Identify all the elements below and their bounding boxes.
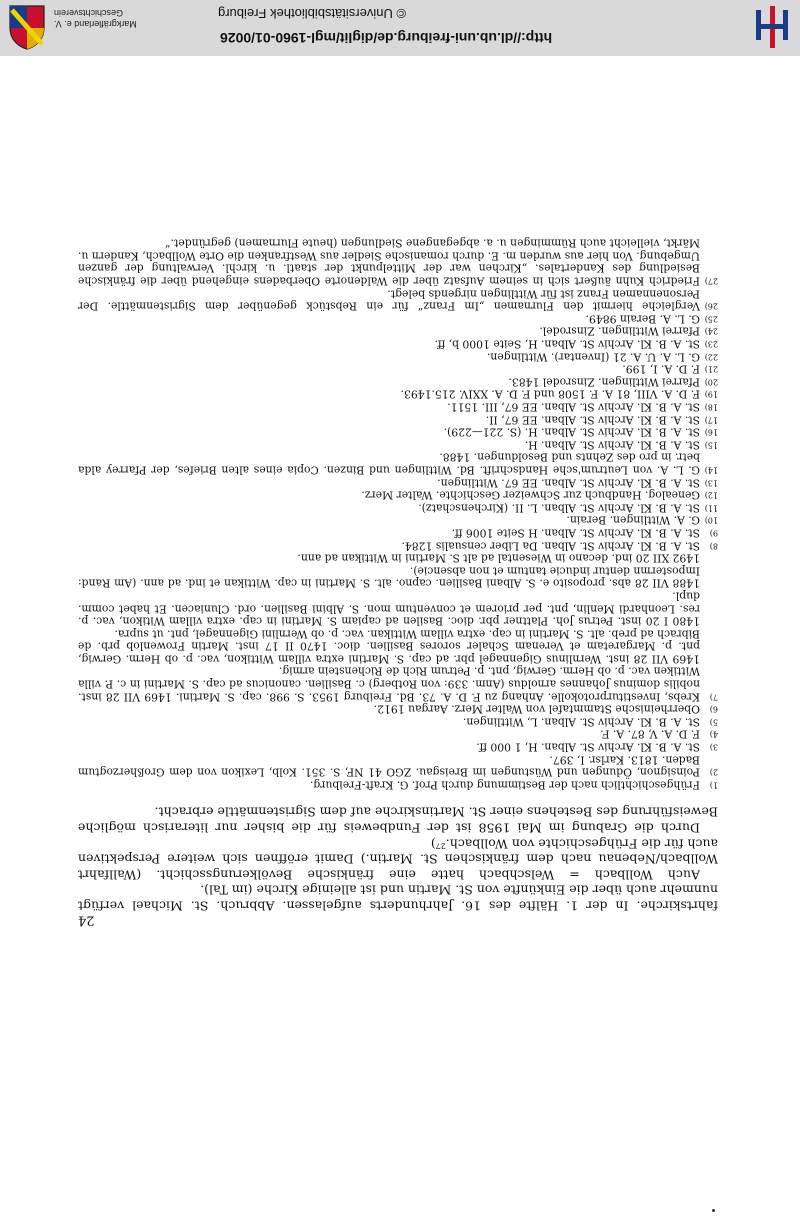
- footnote: [78, 563, 718, 588]
- footnote-text: Pfarrei Wittlingen. Zinsrodel.: [539, 324, 700, 338]
- footnote-number: 27): [704, 276, 718, 286]
- footnote-number: 4): [709, 729, 718, 739]
- body-paragraph: Durch die Grabung im Mai 1958 ist der Fundbeweis für die bisher nur literarisch mögliche Beweisführung des Bestehens einer St. Martinskirche auf dem Sigristenmättle erbracht.: [78, 804, 718, 836]
- footnote: [78, 752, 718, 777]
- footnote: [78, 702, 718, 715]
- footnote-number: 12): [704, 490, 718, 500]
- copyright-credit: © Universitätsbibliothek Freiburg: [218, 6, 407, 21]
- footnote-number: 1): [709, 780, 718, 790]
- footnote: [78, 337, 718, 350]
- scanned-page: [0, 56, 800, 1216]
- footnote-text: 1488 VII 28 abs. proposito e. S. Albani Basilien. capno. alt. S. Martini in cap. Wittikan et ind. ad ann. (Am Rand: Impostermn dentur inducie tantum et non absencie).: [78, 564, 700, 590]
- footnote-text: St. A. B. Kl. Archiv St. Alban. L, Wittlingen.: [462, 715, 700, 729]
- association-name: Markgräflerland e. V. Geschichtsverein: [54, 8, 137, 29]
- body-text: [78, 804, 718, 913]
- page-number: 24: [78, 912, 95, 928]
- footnote-number: 16): [704, 427, 718, 437]
- footnote: [78, 589, 718, 627]
- footnotes: [78, 236, 718, 790]
- footnote-number: 15): [704, 440, 718, 450]
- footnote: [78, 286, 718, 311]
- footnote-text: St. A. B. Kl. Archiv St. Alban. H Seite 1006 ff.: [451, 526, 700, 540]
- footnote-number: [700, 551, 718, 564]
- footnote-text: F. D. A. I, 199.: [622, 362, 700, 376]
- footnote: [78, 551, 718, 564]
- footnote-text: St. A. B. Kl. Archiv St. Alban. EE 67. Wittlingen.: [437, 475, 700, 489]
- footnote-text: Poinsignon, Ödungen und Wüstungen im Breisgau. ZGO 41 NF, S. 351. Kolb, Lexikon von dem Großherzogtum Baden. 1813. Karlsr. I, 397.: [78, 752, 700, 779]
- footnote-text: Oberrheinische Stammtafel von Walter Merz. Aargau 1912.: [373, 702, 700, 716]
- footnote: [78, 425, 718, 438]
- footnote-text: G. A. Wittlingen. Berain.: [566, 513, 700, 527]
- footnote: [78, 387, 718, 400]
- footnote-number: 25): [704, 314, 718, 324]
- footnote-text: Friedrich Kuhn äußert sich in seinem Aufsatz über die Waldenorte Oberbadens eingehend über die fränkische Besiedlung des Kandertales. „Kirchen war der Mittelpunkt der staatl. u. kirchl. Verwaltung der ganzen Umgebung. Von hier aus wurden m. E. durch romanische Siedler aus Westfranken die Orte Wollbach, Kandern u. Märkt, vielleicht auch Rümmingen u. a. abgegangene Siedlungen (heute Flurnamen) gegründet.“: [78, 236, 700, 288]
- footnote-number: 2): [709, 767, 718, 777]
- footnote: [78, 475, 718, 488]
- footnote: [78, 626, 718, 664]
- footnote-number: 9): [709, 528, 718, 538]
- association-crest-icon: [8, 4, 46, 50]
- footnote-number: 13): [704, 477, 718, 487]
- footnote: [78, 349, 718, 362]
- footnote-number: 5): [709, 717, 718, 727]
- footnote-number: 14): [704, 465, 718, 475]
- footnote-number: 24): [704, 326, 718, 336]
- footnote-text: G. L. A. Berain 9849.: [585, 312, 700, 326]
- footnote-text: Vergleiche hiermit den Flurnamen „Im Franz“ für ein Rebstück gegenüber dem Sigristenmättle. Der Personennamen Franz ist für Wittlingen nirgends belegt.: [78, 286, 700, 313]
- footnote-number: 3): [709, 742, 718, 752]
- footnote: [78, 513, 718, 526]
- footnote-text: 1492 XII 20 ind. decano in Wiesental ad alt S. Martini in Wittikan ad ann.: [297, 551, 700, 565]
- body-paragraph: fahrtskirche. In der 1. Hälfte des 16. Jahrhunderts aufgelassen. Abbruch. St. Michael verfügt nunmehr auch über die Einkünfte von St. Martin und ist alleinige Kirche (im Tal).: [78, 882, 718, 914]
- footnote-text: F. D. A. V, 87. A. F.: [600, 727, 700, 741]
- footnote: [78, 400, 718, 413]
- footnote: [78, 740, 718, 753]
- permalink-url[interactable]: http://dl.ub.uni-freiburg.de/diglit/mgl-1960-01/0026: [220, 30, 553, 46]
- footnote: [78, 526, 718, 539]
- footnote-text: 1469 VII 28 inst. Wernlinus Gigennagel pbr. ad cap. S. Martini extra villam Wittikon, vac. p. ob Herm. Gerwig, pnt. p. Margaretam et Verenam Schaler sorores Basilien. dioc. 1470 II 17 inst. Martin Frowenlob prb. de Bibrach ad preb. alt. S. Martini in cap. extra villam Wittikan. vac. p. ob Wernlini Gigennagel, pnt. ut supra.: [78, 627, 700, 666]
- footnote-text: St. A. B. Kl. Archiv St. Alban. Da Liber censualis 1284.: [401, 538, 700, 552]
- footnote-text: Krebs, Investiturprotokolle. Anhang zu F. D. A. 73. Bd. Freiburg 1953. S. 998. cap. S. Martini. 1469 VII 28 inst. nobilis dominus Johannes arnoldus (Anm. 339: von Rotberg) c. Basilien. canonicus ad cap. S. Martini in c. P. villa Wittiken vac. p. ob Herm. Gerwig, pnt. p. Petrum Rich de Richenstein armig.: [78, 664, 700, 703]
- footnote-text: St. A. B. Kl. Archiv St. Alban. L. II. (Kirchenschatz).: [418, 501, 700, 515]
- footnote-text: 1480 I 20 inst. Petrus Joh. Plattner pbr. dioc. Basilen ad capiam S. Martini in cap. extra villam Witikon, vac. p. res. Leonhardi Menlin, pnt. per priorem et conventum mon. S. Albini Basilien. ord. Cluniacen. Et habet comm. dupl.: [78, 589, 700, 628]
- footnote-number: [700, 589, 718, 627]
- footnote-text: Genealog. Handbuch zur Schweizer Geschichte. Walter Merz.: [361, 488, 700, 502]
- footnote-number: 17): [704, 414, 718, 424]
- footnote-text: Pfarrei Wittlingen. Zinsrodel 1483.: [508, 375, 700, 389]
- footnote: [78, 438, 718, 451]
- page-content-rotated: [78, 236, 718, 928]
- footnote-text: St. A. B. Kl. Archiv St. Alban. EE 67, II.: [485, 412, 700, 426]
- scan-speck: [712, 1209, 715, 1212]
- footnote-number: 22): [704, 351, 718, 361]
- footnote: [78, 664, 718, 702]
- university-library-logo-icon: [750, 4, 794, 50]
- body-paragraph: Auch Wollbach = Welschbach hatte eine fränkische Bevölkerungsschicht. (Wallfahrt Wollbach/Nebenau nach dem fränkischen St. Martin.) Damit eröffnen sich weitere Perspektiven auch für die Frühgeschichte von Wollbach.²⁷): [78, 835, 718, 883]
- footnote: [78, 375, 718, 388]
- footnote: [78, 236, 718, 286]
- footnote-text: St. A. B. Kl. Archiv St. Alban. EE 67, III. 1511.: [447, 400, 700, 414]
- footnote-number: [700, 626, 718, 664]
- footnote-text: St. A. B. Kl. Archiv St. Alban. H.: [524, 438, 700, 452]
- footnote-text: St. A. B. Kl. Archiv St. Alban. H, Seite 1000 b, ff.: [434, 337, 700, 351]
- footnote-number: 11): [704, 503, 718, 513]
- footnote: [78, 538, 718, 551]
- footnote-text: F. D. A. VIII, 81 A. F. 1508 und F. D. A. XXIV. 215.1493.: [400, 387, 700, 401]
- footnote: [78, 412, 718, 425]
- footnote: [78, 488, 718, 501]
- footnote-number: 10): [704, 515, 718, 525]
- footnote: [78, 324, 718, 337]
- footnote: [78, 715, 718, 728]
- footnote-number: 26): [704, 301, 718, 311]
- footnote-number: 8): [709, 540, 718, 550]
- footnote-text: G. L. A. von Leutrum'sche Handschrift. Bd. Wittlingen und Binzen. Copia eines alten Briefes, der Pfarrey alda betr. in pro des Zehnts und Besoldungen. 1488.: [78, 450, 700, 477]
- footnote-number: 20): [704, 377, 718, 387]
- footnote: [78, 727, 718, 740]
- footnote-text: St. A. B. Kl. Archiv St. Alban. H. (S. 221—229).: [443, 425, 700, 439]
- footnote-text: Frühgeschichtlich nach der Bestimmung durch Prof. G. Kraft-Freiburg.: [309, 778, 700, 792]
- footnote-text: St. A. B. Kl. Archiv St. Alban. H, 1 000 ff.: [476, 740, 700, 754]
- footnote: [78, 362, 718, 375]
- footnote: [78, 778, 718, 791]
- footnote-number: 23): [704, 339, 718, 349]
- footnote: [78, 450, 718, 475]
- footnote-number: 6): [709, 704, 718, 714]
- footnote-number: 21): [704, 364, 718, 374]
- footnote-number: [700, 563, 718, 588]
- footnote-number: 19): [704, 389, 718, 399]
- footnote: [78, 500, 718, 513]
- viewer-header: [0, 0, 800, 56]
- footnote: [78, 312, 718, 325]
- footnote-text: G. L. A. U. A. 21 (Inventar). Wittlingen.: [486, 349, 700, 363]
- footnote-number: 7): [709, 691, 718, 701]
- footnote-number: 18): [704, 402, 718, 412]
